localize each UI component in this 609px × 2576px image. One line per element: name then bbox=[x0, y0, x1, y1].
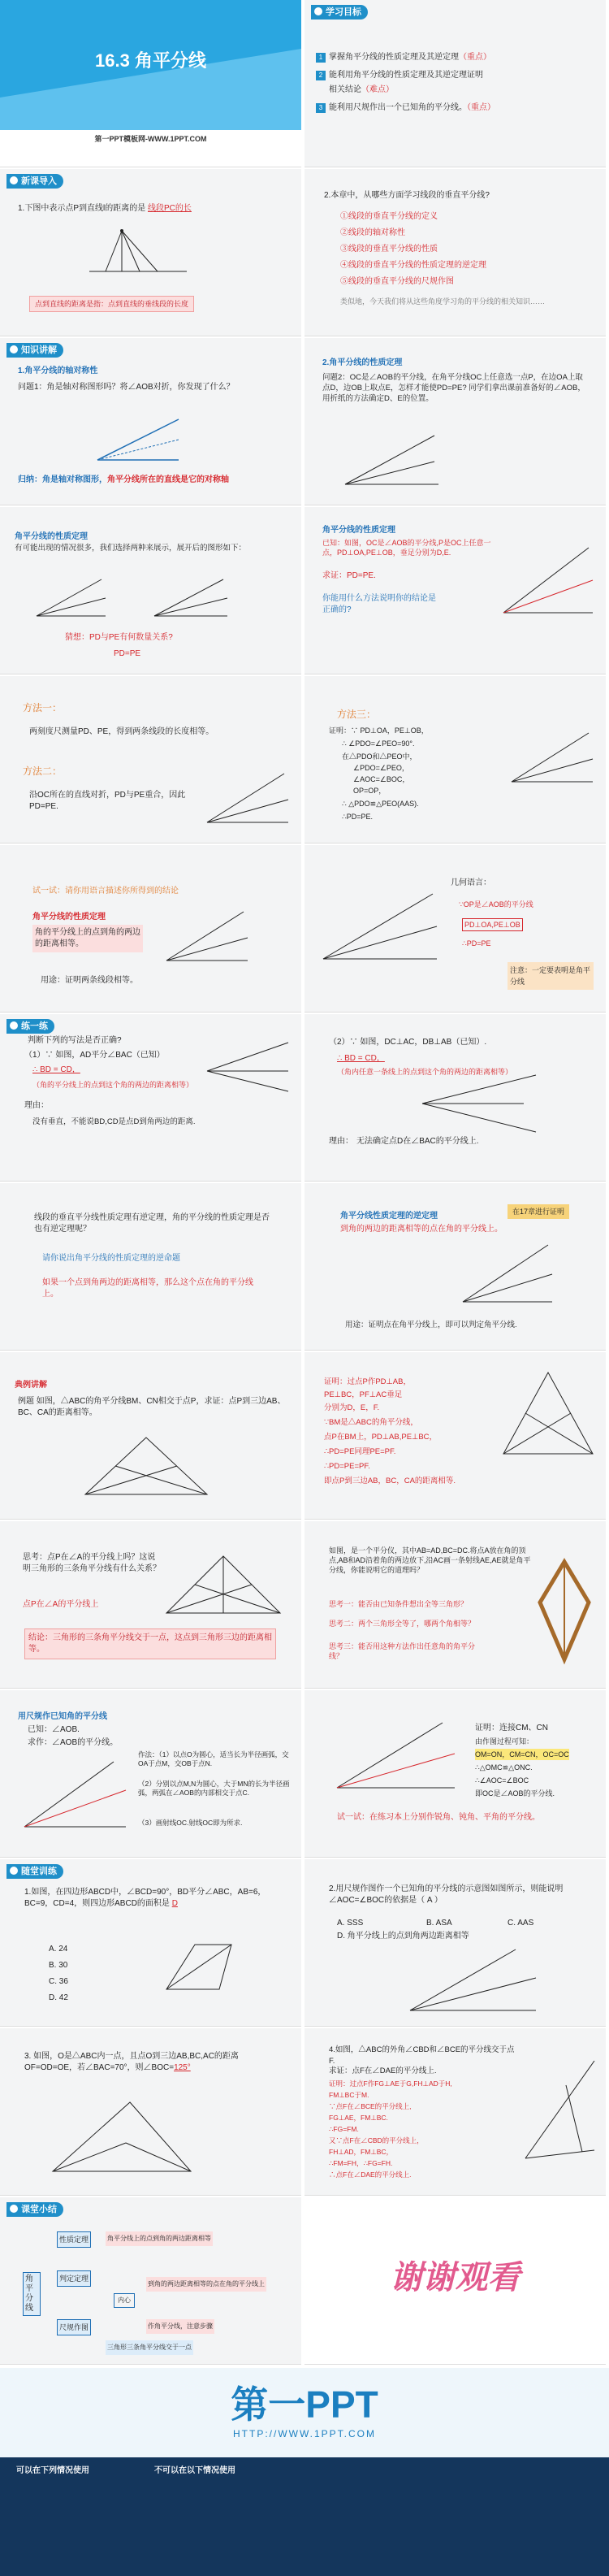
slide-title[interactable] bbox=[0, 0, 301, 167]
slide-goals[interactable] bbox=[304, 0, 606, 167]
section-tag: 随堂训练 bbox=[6, 1864, 63, 1879]
thanks-text: 谢谢观看 bbox=[390, 2260, 520, 2296]
slide-exercise-2[interactable] bbox=[304, 1859, 606, 2027]
slide-exercise-1[interactable] bbox=[0, 1859, 301, 2027]
slide-example[interactable] bbox=[0, 1352, 301, 1520]
note-box: 点到直线的距离是指：点到直线的垂线段的长度 bbox=[29, 296, 194, 312]
proof-line-1: 证明：过点P作PD⊥AB， bbox=[324, 1377, 411, 1386]
slide-symmetry[interactable] bbox=[0, 338, 301, 505]
construction-figure bbox=[16, 1754, 130, 1835]
property-figure bbox=[499, 540, 597, 621]
footer-panel bbox=[0, 2457, 609, 2576]
to-construct: 求作：∠AOB的平分线。 bbox=[28, 1738, 119, 1747]
think-question: 思考：点P在∠A的平分线上吗？这说明三角形的三条角平分线有什么关系？ bbox=[23, 1553, 161, 1573]
section-tag: 新课导入 bbox=[6, 174, 63, 189]
slide-converse-theorem[interactable] bbox=[304, 1183, 606, 1351]
review-question: 2.本章中，从哪些方面学习线段的垂直平分线? bbox=[324, 191, 490, 200]
slide-theorem-statement[interactable] bbox=[0, 845, 301, 1013]
angle-figure bbox=[89, 403, 187, 468]
converse-figure bbox=[459, 1237, 556, 1310]
answer: 如果一个点到角两边的距离相等，那么这个点在角的平分线上。 bbox=[42, 1278, 253, 1299]
proof-badge: 在17章进行证明 bbox=[508, 1204, 569, 1219]
reason-label: 理由： bbox=[24, 1101, 49, 1110]
exercise-2-figure bbox=[402, 1945, 540, 2019]
angle-aob-figure bbox=[337, 427, 443, 492]
slide-method-3[interactable] bbox=[304, 676, 606, 843]
geo-note: 注意：一定要表明是角平分线 bbox=[508, 962, 594, 990]
line-3: （角内任意一条线上的点到这个角的两边的距离相等） bbox=[337, 1068, 513, 1076]
to-prove: 求证：PD=PE. bbox=[322, 571, 376, 580]
paragraph: 如图，是一个平分仪，其中AB=AD,BC=DC.将点A放在角的顶点,AB和AD沿着角的两边放下,沿AC画一条射线AE,AE就是角平分线，你能说明它的道理吗？ bbox=[329, 1546, 531, 1574]
slide-exercise-4[interactable] bbox=[304, 2028, 606, 2196]
bisector-tool-figure bbox=[532, 1554, 597, 1667]
example-text: 例题 如图，△ABC的角平分线BM、CN相交于点P，求证：点P到三边AB、BC、CA的距离相等。 bbox=[18, 1397, 286, 1417]
footer-url[interactable]: HTTP://WWW.1PPT.COM bbox=[233, 2428, 376, 2439]
think-1: 思考一：能否由已知条件想出全等三角形？ bbox=[329, 1600, 469, 1608]
goal-2: 2 能利用角平分线的性质定理及其逆定理证明 bbox=[316, 70, 600, 81]
reason: 无法确定点D在∠BAC的平分线上. bbox=[356, 1137, 479, 1146]
proof-line-5: ∴FG=FM. bbox=[329, 2125, 359, 2133]
usage: 用途：证明两条线段相等。 bbox=[41, 976, 138, 985]
section-tag: 练一练 bbox=[6, 1019, 54, 1034]
geo-line-2: PD⊥OA,PE⊥OB bbox=[462, 918, 523, 931]
proof-triangle bbox=[499, 1368, 597, 1458]
theorem-name: 角平分线的性质定理 bbox=[32, 913, 106, 922]
problem-1: 问题1：角是轴对称图形吗？将∠AOB对折，你发现了什么？ bbox=[18, 383, 235, 392]
proof-line-3: ∴△OMC≌△ONC. bbox=[475, 1763, 533, 1772]
review-item-5: ⑤线段的垂直平分线的尺规作图 bbox=[340, 277, 454, 286]
option-d[interactable]: D. 角平分线上的点到角两边距离相等 bbox=[337, 1932, 469, 1941]
reason-label: 理由： bbox=[329, 1137, 353, 1146]
proof-line-1: 证明：过点F作FG⊥AE于G,FH⊥AD于H, bbox=[329, 2079, 452, 2088]
method-1-label: 方法一： bbox=[23, 702, 63, 713]
think-triangle bbox=[162, 1552, 284, 1617]
method-2-label: 方法二： bbox=[23, 765, 63, 777]
try-prompt: 试一试：在练习本上分别作锐角、钝角、平角的平分线。 bbox=[337, 1813, 540, 1822]
line-1: （1）∵ 如图，AD平分∠BAC（已知） bbox=[24, 1051, 165, 1060]
proof-line-5: 即OC是∠AOB的平分线. bbox=[475, 1789, 555, 1798]
option-c[interactable]: C. AAS bbox=[508, 1919, 534, 1928]
line-2: ∴ BD = CD， bbox=[32, 1065, 80, 1074]
proof-line-5: 点P在BM上，PD⊥AB,PE⊥BC， bbox=[324, 1433, 438, 1442]
goal-1: 1 掌握角平分线的性质定理及其逆定理（重点） bbox=[316, 52, 600, 63]
proof-line-6: 又∵点F在∠CBD的平分线上， bbox=[329, 2136, 424, 2144]
proof-line-1: 由作图过程可知： bbox=[475, 1737, 534, 1746]
conclusion: 归纳：角是轴对称图形，角平分线所在的直线是它的对称轴 bbox=[18, 475, 229, 484]
proof-line-3: 分别为D，E，F. bbox=[324, 1403, 380, 1412]
subheading: 角平分线的性质定理 bbox=[15, 532, 88, 541]
subheading: 2.角平分线的性质定理 bbox=[322, 358, 403, 367]
goal-2-cont: 相关结论（难点） bbox=[329, 85, 394, 94]
geo-line-3: ∴PD=PE bbox=[462, 939, 491, 948]
subheading: 1.角平分线的轴对称性 bbox=[18, 366, 98, 375]
footer-logo: 第一PPT bbox=[231, 2383, 378, 2426]
slide-example-proof[interactable] bbox=[304, 1352, 606, 1520]
paragraph: 有可能出现的情况很多，我们选择两种来展示，展开后的图形如下： bbox=[15, 544, 247, 553]
proof-line-3: ∵点F在∠BCE的平分线上, bbox=[329, 2102, 412, 2110]
method-2-text: 沿OC所在的直线对折，PD与PE重合，因此PD=PE. bbox=[29, 791, 186, 811]
proof-line-2: OM=ON，CM=CN，OC=OC bbox=[475, 1750, 569, 1759]
known: 已知：如图，OC是∠AOB的平分线,P是OC上任意一点，PD⊥OA,PE⊥OB，垂足分别为D,E. bbox=[322, 539, 491, 557]
theorem-figure bbox=[162, 904, 252, 969]
proof-line-9: ∴点F在∠DAE的平分线上. bbox=[329, 2171, 412, 2179]
slide-property-given[interactable] bbox=[304, 507, 606, 674]
review-item-3: ③线段的垂直平分线的性质 bbox=[340, 245, 438, 254]
step-3: （3）画射线OC.射线OC即为所求. bbox=[138, 1819, 243, 1827]
ask: 你能用什么方法说明你的结论是正确的? bbox=[322, 594, 436, 614]
proof-line-1: 证明：∵ PD⊥OA，PE⊥OB， bbox=[329, 726, 429, 735]
exercise-3-triangle bbox=[49, 2098, 195, 2179]
reason: 没有垂直，不能说BD,CD是点D到角两边的距离. bbox=[32, 1117, 196, 1126]
slide-think[interactable] bbox=[0, 1521, 301, 1689]
try-prompt: 试一试：请你用语言描述你所得到的结论 bbox=[32, 887, 179, 896]
proof-line-6: OP=OP， bbox=[353, 787, 387, 795]
question: 1.下图中表示点P到直线l的距离的是 线段PC的长 bbox=[18, 204, 192, 213]
line-3: （角的平分线上的点到这个角的两边的距离相等） bbox=[32, 1081, 194, 1089]
quadrilateral-figure bbox=[154, 1941, 252, 1997]
slide-construction-proof[interactable] bbox=[304, 1690, 606, 1858]
problem-2: 问题2：OC是∠AOB的平分线，在角平分线OC上任意选一点P，在边OA上取点D，边OB上取点E，怎样才能使PD=PE? 同学们拿出课前准备好的∠AOB，用折纸的方法确定D、E的位置。 bbox=[322, 373, 585, 403]
to-prove: 求证：点F在∠DAE的平分线上. bbox=[329, 2066, 437, 2075]
slide-practice-2[interactable] bbox=[304, 1014, 606, 1182]
think-3: 思考三：能否用这种方法作出任意角的角平分线？ bbox=[329, 1642, 476, 1660]
summary-result-2: 到角的两边距离相等的点在角的平分线上 bbox=[146, 2277, 266, 2292]
step-2: （2）分别以点M,N为圆心，大于MN的长为半径画弧，两弧在∠AOB的内部相交于点C. bbox=[138, 1780, 290, 1797]
practice-figure-2 bbox=[418, 1071, 540, 1136]
subheading: 典例讲解 bbox=[15, 1381, 47, 1390]
goal-3: 3 能利用尺规作出一个已知角的平分线。（重点） bbox=[316, 102, 600, 114]
usage: 用途：证明点在角平分线上，即可以判定角平分线. bbox=[345, 1321, 517, 1329]
slide-bisector-tool[interactable] bbox=[304, 1521, 606, 1689]
guess-answer: PD=PE bbox=[114, 649, 141, 658]
summary-result-1: 角平分线上的点到角的两边距离相等 bbox=[106, 2231, 213, 2246]
fold-figure bbox=[203, 765, 292, 830]
proof-line-4: ∵BM是△ABC的角平分线， bbox=[324, 1418, 418, 1427]
method-1-text: 两刻度尺测量PD、PE，得到两条线段的长度相等。 bbox=[29, 727, 214, 736]
section-tag: 知识讲解 bbox=[6, 343, 63, 358]
slide-construction[interactable] bbox=[0, 1690, 301, 1858]
footer-left-title: 可以在下列情况使用 bbox=[16, 2466, 89, 2475]
subheading: 角平分线性质定理的逆定理 bbox=[340, 1212, 438, 1221]
known: 已知：∠AOB. bbox=[28, 1725, 80, 1734]
proof-line-2: PE⊥BC，PF⊥AC垂足 bbox=[324, 1390, 403, 1399]
proof-figure bbox=[508, 725, 597, 790]
exercise-4-figure bbox=[517, 2053, 598, 2166]
fold-figures bbox=[32, 575, 260, 624]
slide-exercise-3[interactable] bbox=[0, 2028, 301, 2196]
proof-line-8: ∴FM=FH，∴FG=FH. bbox=[329, 2159, 393, 2167]
slide-summary[interactable] bbox=[0, 2197, 301, 2365]
option-b[interactable]: B. ASA bbox=[426, 1919, 452, 1928]
slide-converse-question[interactable] bbox=[0, 1183, 301, 1351]
practice-figure-1 bbox=[203, 1039, 292, 1095]
summary-item-2: 判定定理 bbox=[57, 2270, 91, 2287]
proof-line-4: ∴∠AOC=∠BOC bbox=[475, 1776, 529, 1785]
geo-figure bbox=[319, 886, 441, 967]
exercise-question: 3. 如图，O是△ABC内一点，且点O到三边AB,BC,AC的距离OF=OD=OE，若∠BAC=70°，则∠BOC=125° bbox=[24, 2052, 239, 2072]
slide-review[interactable] bbox=[304, 169, 606, 336]
option-a[interactable]: A. 24 bbox=[49, 1945, 68, 1954]
option-a[interactable]: A. SSS bbox=[337, 1919, 364, 1928]
slide-geo-language[interactable] bbox=[304, 845, 606, 1013]
line-1: （2）∵ 如图，DC⊥AC，DB⊥AB（已知）. bbox=[329, 1038, 487, 1047]
proof-line-4: ∠PDO=∠PEO， bbox=[353, 764, 409, 772]
geo-line-1: ∵OP是∠AOB的平分线 bbox=[459, 900, 533, 909]
subheading: 用尺规作已知角的平分线 bbox=[18, 1712, 107, 1721]
exercise-question: 1.如图，在四边形ABCD中，∠BCD=90°，BD平分∠ABC，AB=6，BC=9，CD=4，则四边形ABCD的面积是 D bbox=[24, 1888, 266, 1908]
proof-line-7: ∴ △PDO≌△PEO(AAS). bbox=[342, 800, 419, 808]
summary-center: 角平分线 bbox=[23, 2272, 41, 2316]
step-1: 作法：（1）以点O为圆心，适当长为半径画弧，交OA于点M，交OB于点N. bbox=[138, 1750, 289, 1767]
footer-banner bbox=[0, 2368, 609, 2576]
geo-label: 几何语言： bbox=[451, 878, 491, 887]
proof-line-6: ∴PD=PE同理PE=PF. bbox=[324, 1447, 396, 1456]
review-item-4: ④线段的垂直平分线的性质定理的逆定理 bbox=[340, 261, 486, 270]
option-c[interactable]: C. 36 bbox=[49, 1977, 68, 1986]
theorem-text: 到角的两边的距离相等的点在角的平分线上。 bbox=[340, 1225, 503, 1234]
slide-intro[interactable] bbox=[0, 169, 301, 336]
line-2: ∴ BD = CD， bbox=[337, 1054, 385, 1063]
slide-methods-1-2[interactable] bbox=[0, 676, 301, 843]
method-3-label: 方法三： bbox=[337, 709, 377, 720]
proof-line-8: ∴PD=PE. bbox=[342, 813, 373, 821]
summary-result-5: 内心 bbox=[114, 2293, 135, 2308]
subheading: 角平分线的性质定理 bbox=[322, 526, 395, 535]
summary-result-3: 作角平分线，注意步骤 bbox=[146, 2319, 214, 2334]
review-item-2: ②线段的轴对称性 bbox=[340, 228, 405, 237]
exercise-question: 4.如图，△ABC的外角∠CBD和∠BCE的平分线交于点F. bbox=[329, 2045, 515, 2066]
review-tail: 类似地，今天我们将从这些角度学习角的平分线的相关知识…… bbox=[340, 297, 546, 306]
paragraph: 线段的垂直平分线性质定理有逆定理，角的平分线的性质定理是否也有逆定理呢？ bbox=[34, 1213, 270, 1234]
slide-practice-1[interactable] bbox=[0, 1014, 301, 1182]
proof-line-4: FG⊥AE，FM⊥BC. bbox=[329, 2114, 388, 2122]
footer-right-title: 不可以在以下情况使用 bbox=[154, 2466, 235, 2475]
site-label: 第一PPT模板网-WWW.1PPT.COM bbox=[94, 135, 207, 143]
question: 判断下列的写法是否正确? bbox=[28, 1036, 122, 1045]
proof-line-3: 在△PDO和△PEO中， bbox=[342, 752, 417, 761]
think-2: 思考二：两个三角形全等了，哪两个角相等？ bbox=[329, 1620, 476, 1628]
proof-line-8: 即点P到三边AB，BC，CA的距离相等. bbox=[324, 1477, 456, 1485]
theorem-text: 角的平分线上的点到角的两边的距离相等。 bbox=[32, 925, 143, 952]
guess: 猜想：PD与PE有何数量关系? bbox=[65, 633, 173, 642]
proof-line-7: ∴PD=PE=PF. bbox=[324, 1462, 370, 1471]
think-answer: 点P在∠A的平分线上 bbox=[23, 1600, 99, 1609]
construction-proof-figure bbox=[329, 1715, 459, 1796]
option-b[interactable]: B. 30 bbox=[49, 1961, 68, 1970]
option-d[interactable]: D. 42 bbox=[49, 1993, 68, 2002]
section-tag: 学习目标 bbox=[311, 5, 368, 20]
section-tag: 课堂小结 bbox=[6, 2202, 63, 2217]
summary-result-4: 三角形三条角平分线交于一点 bbox=[106, 2340, 193, 2355]
proof-line-2: ∴ ∠PDO=∠PEO=90°. bbox=[342, 739, 415, 748]
summary-item-3: 尺规作图 bbox=[57, 2319, 91, 2335]
slide-fold-cases[interactable] bbox=[0, 507, 301, 674]
slide-thanks[interactable] bbox=[304, 2197, 606, 2365]
ask: 请你说出角平分线的性质定理的逆命题 bbox=[42, 1254, 180, 1263]
point-line-figure bbox=[89, 223, 187, 288]
example-triangle bbox=[81, 1433, 211, 1498]
page-title: 16.3 角平分线 bbox=[95, 50, 206, 71]
proof-line-5: ∠AOC=∠BOC， bbox=[353, 775, 410, 783]
proof-start: 证明：连接CM、CN bbox=[475, 1724, 548, 1733]
proof-line-7: FH⊥AD，FM⊥BC， bbox=[329, 2148, 394, 2156]
exercise-question: 2.用尺规作图作一个已知角的平分线的示意图如图所示，则能说明∠AOC=∠BOC的依据是（ A ） bbox=[329, 1884, 564, 1905]
conclusion-box: 结论：三角形的三条角平分线交于一点，这点到三角形三边的距离相等。 bbox=[24, 1628, 276, 1659]
proof-line-2: FM⊥BC于M. bbox=[329, 2091, 369, 2099]
review-item-1: ①线段的垂直平分线的定义 bbox=[340, 212, 438, 221]
slide-property-question[interactable] bbox=[304, 338, 606, 505]
summary-item-1: 性质定理 bbox=[57, 2231, 91, 2248]
